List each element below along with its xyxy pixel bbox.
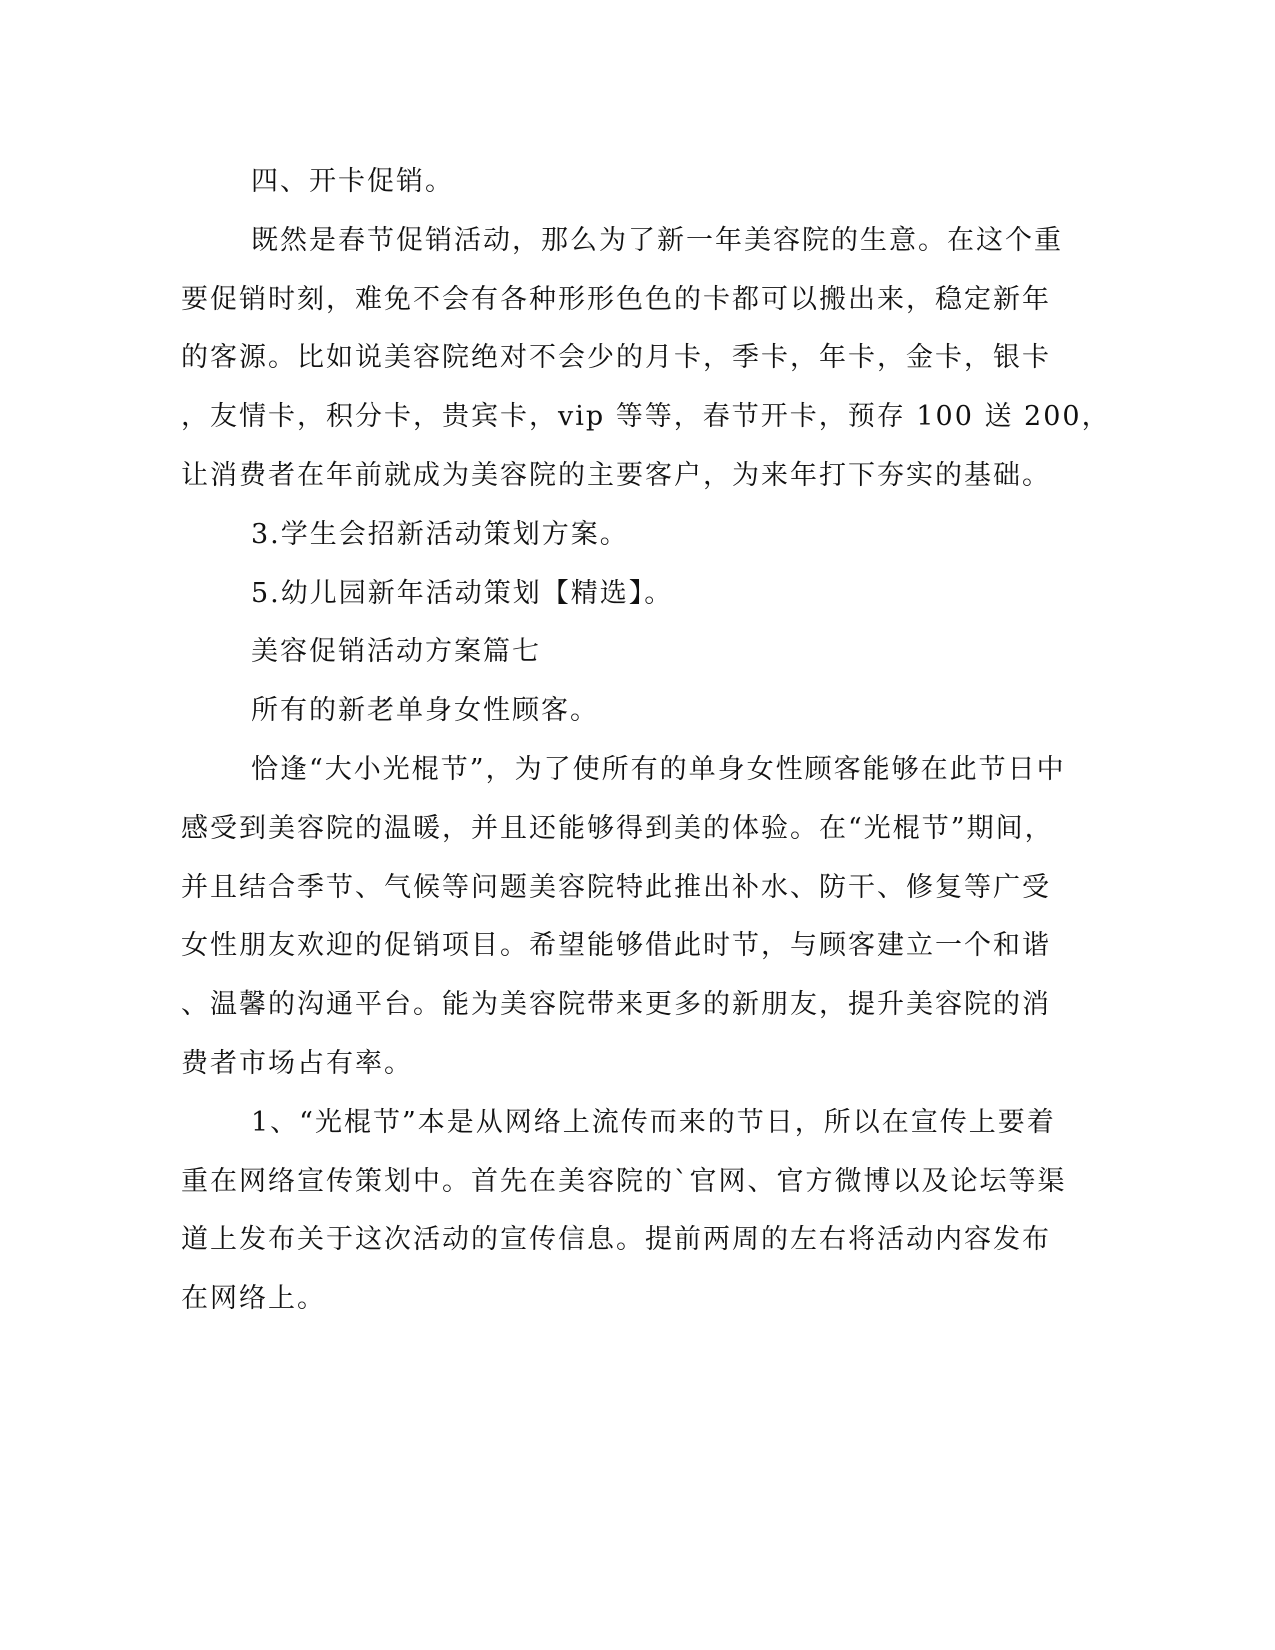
text-line: 5.幼儿园新年活动策划【精选】。 [251,578,674,609]
text-line: 在网络上。 [181,1283,326,1314]
text-line: 道上发布关于这次活动的宣传信息。提前两周的左右将活动内容发布 [181,1224,1051,1255]
text-line: 既然是春节促销活动，那么为了新一年美容院的生意。在这个重 [251,225,1063,256]
text-line: 要促销时刻，难免不会有各种形形色色的卡都可以搬出来，稳定新年 [181,284,1051,315]
text-line: 1、“光棍节”本是从网络上流传而来的节日，所以在宣传上要着 [251,1107,1056,1138]
text-line: 并且结合季节、气候等问题美容院特此推出补水、防干、修复等广受 [181,872,1051,903]
text-line: 让消费者在年前就成为美容院的主要客户，为来年打下夯实的基础。 [181,460,1051,491]
text-line: 费者市场占有率。 [181,1048,413,1079]
text-line: 重在网络宣传策划中。首先在美容院的`官网、官方微博以及论坛等渠 [181,1166,1067,1197]
text-line: 女性朋友欢迎的促销项目。希望能够借此时节，与顾客建立一个和谐 [181,930,1051,961]
text-line: 所有的新老单身女性顾客。 [251,695,599,726]
text-line: ，友情卡，积分卡，贵宾卡，vip 等等，春节开卡，预存 100 送 200， [181,401,1111,432]
text-line: 四、开卡促销。 [251,166,454,197]
section-heading: 美容促销活动方案篇七 [251,636,541,667]
text-line: 3.学生会招新活动策划方案。 [251,519,629,550]
text-line: 、温馨的沟通平台。能为美容院带来更多的新朋友，提升美容院的消 [181,989,1051,1020]
text-line: 感受到美容院的温暖，并且还能够得到美的体验。在“光棍节”期间， [181,813,1054,844]
text-line: 恰逢“大小光棍节”，为了使所有的单身女性顾客能够在此节日中 [251,754,1066,785]
text-line: 的客源。比如说美容院绝对不会少的月卡，季卡，年卡，金卡，银卡 [181,342,1051,373]
